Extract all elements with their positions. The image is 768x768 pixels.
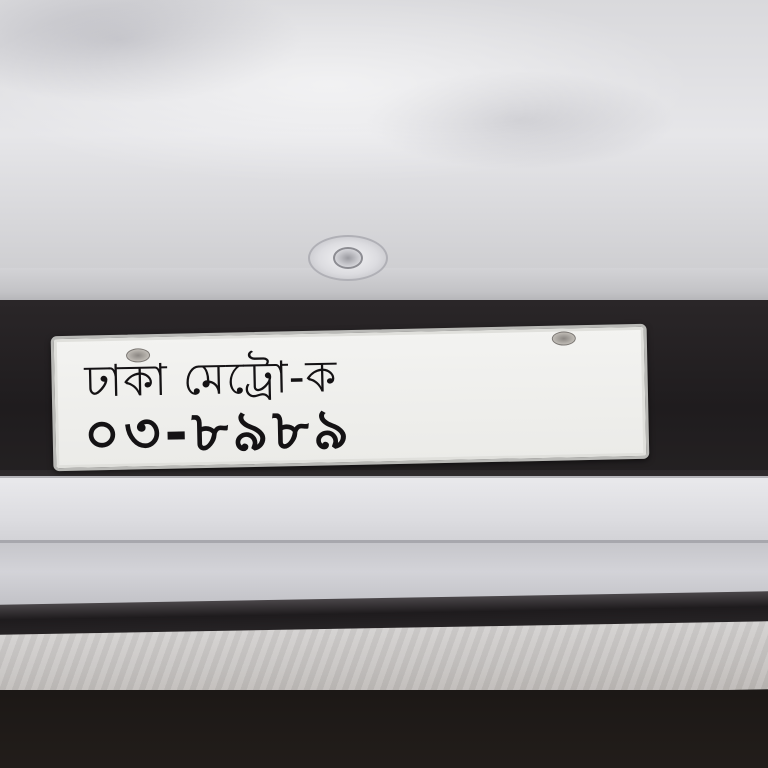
plate-number: ০৩-৮৯৮৯ [83,396,354,468]
keyhole-icon [333,247,363,269]
plate-registration-area: ঢাকা মেট্রো-ক [84,351,338,408]
ground-shadow [0,690,768,768]
trunk-lock-icon [308,235,388,281]
bumper-upper [0,476,768,548]
screw-icon [552,331,576,345]
license-plate [51,324,650,471]
